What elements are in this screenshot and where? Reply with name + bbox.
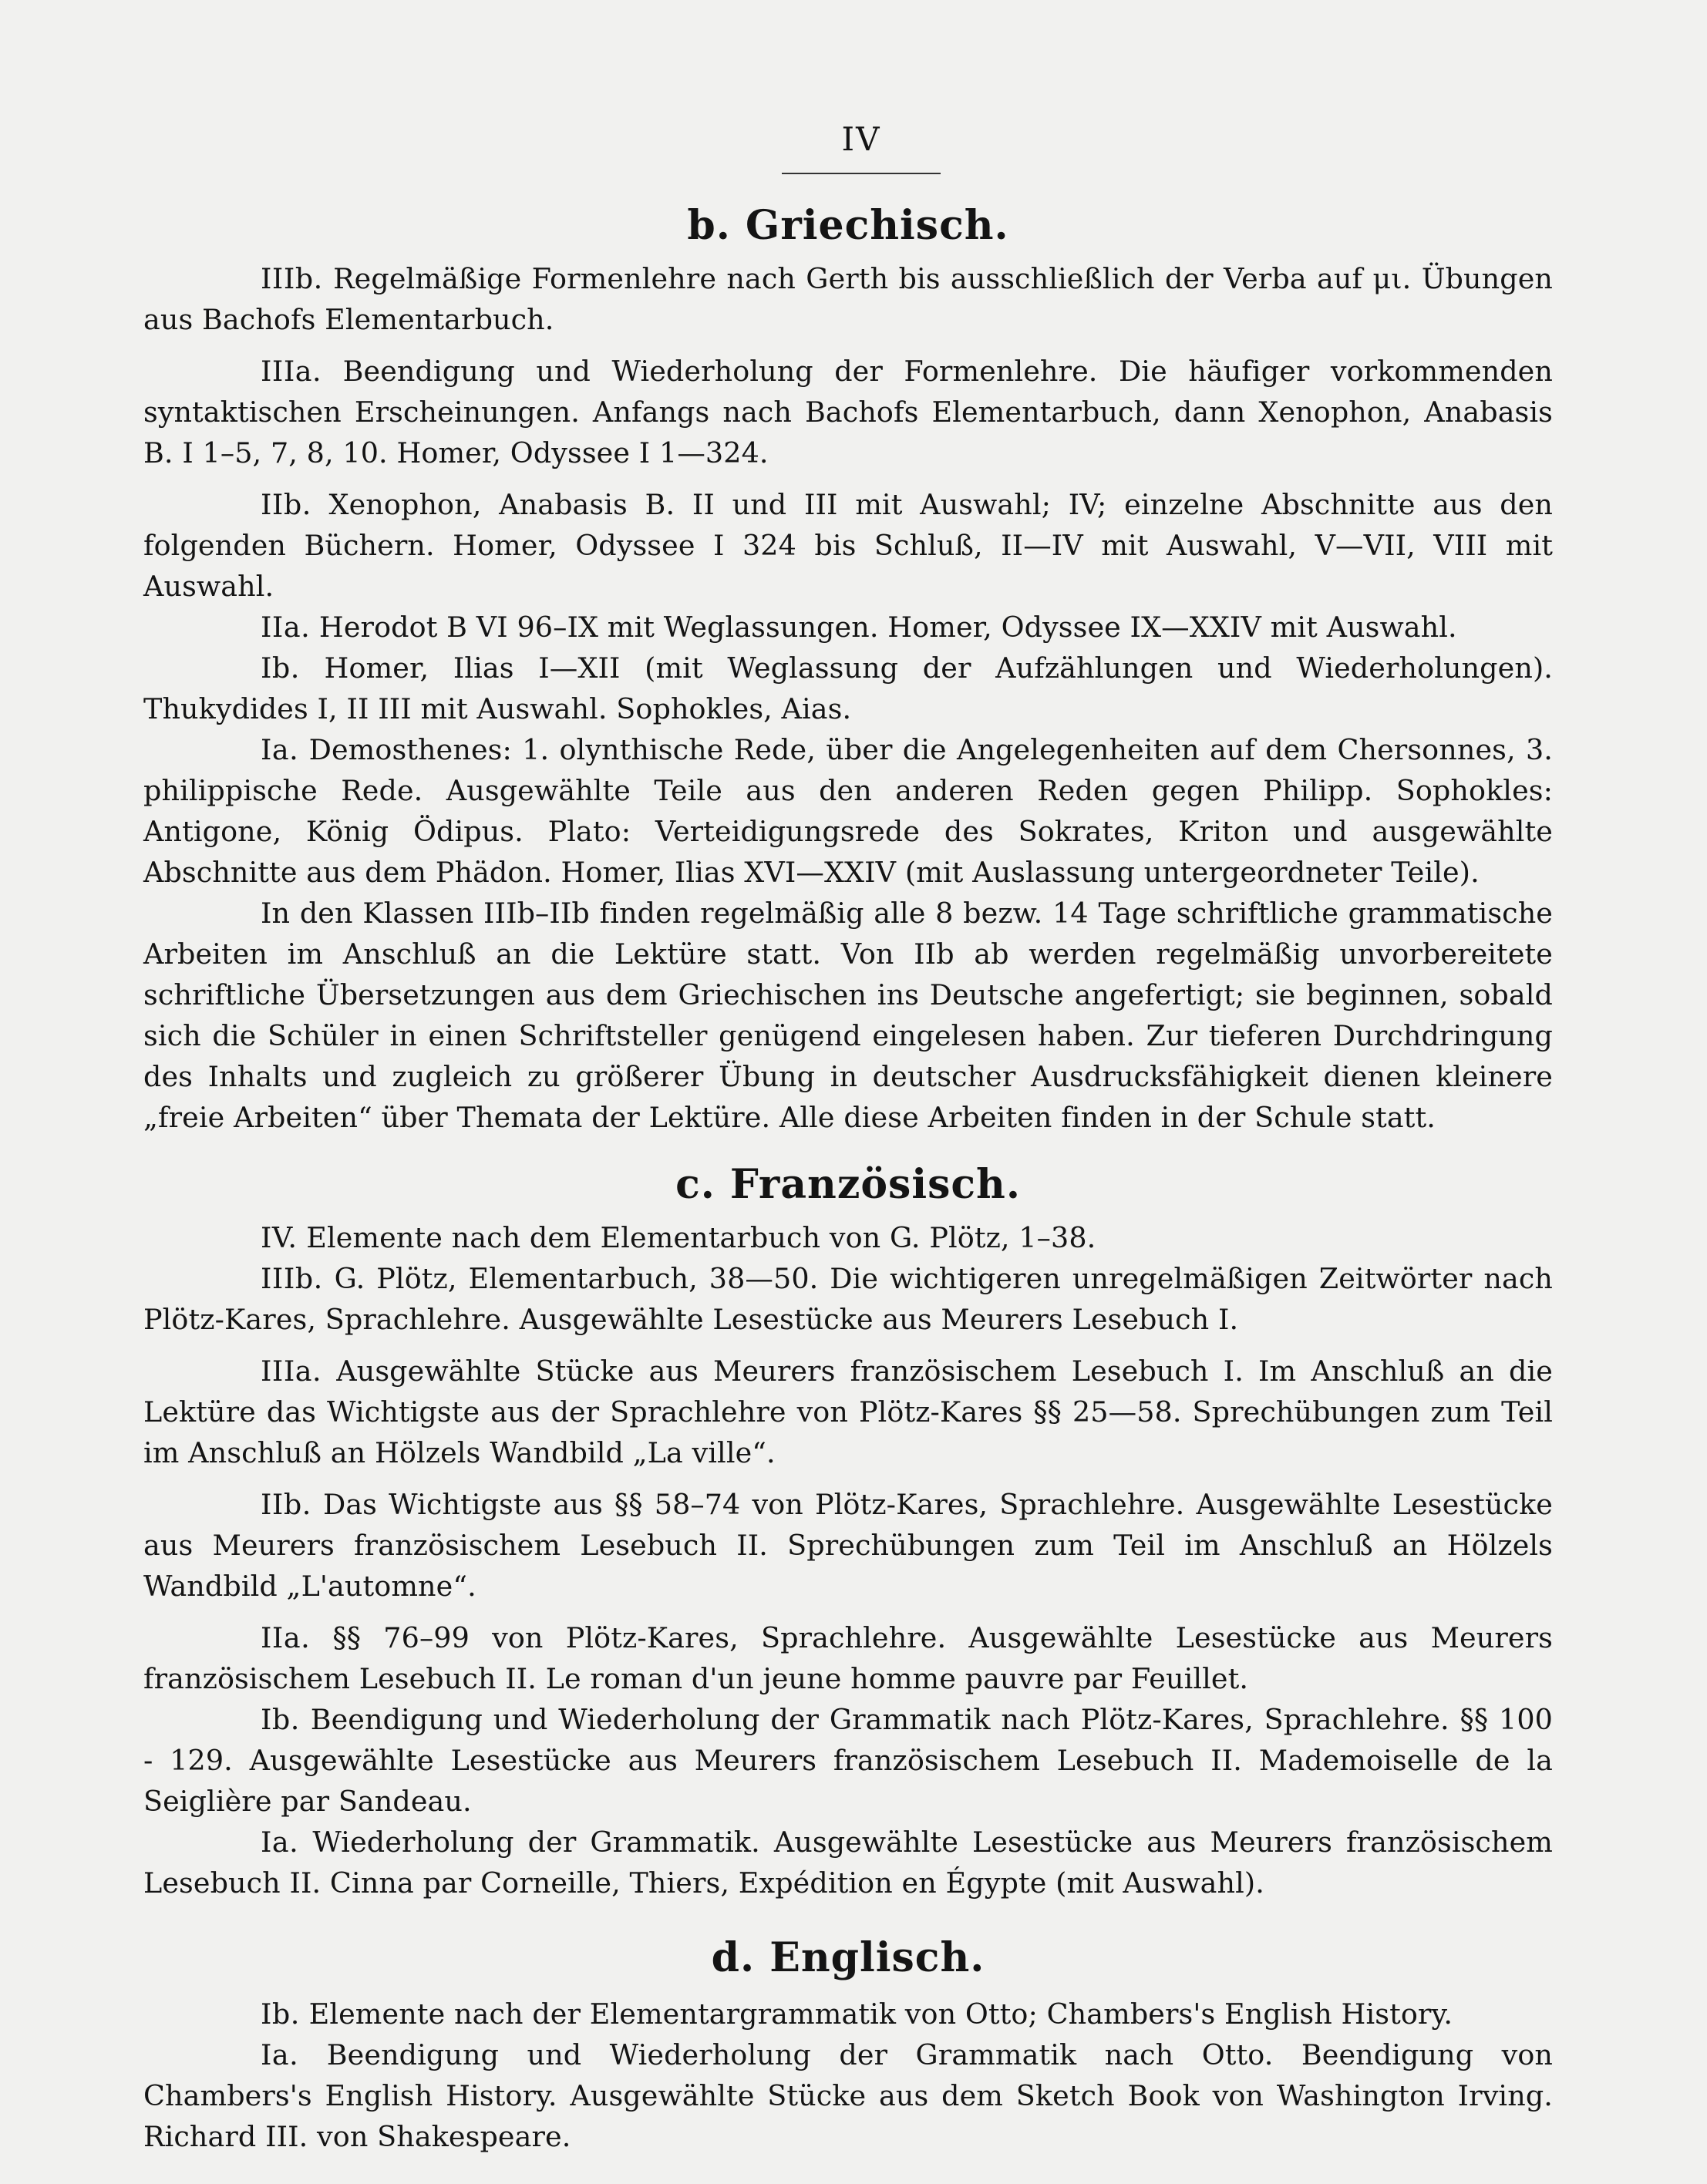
grade-label: Ia.: [261, 2038, 299, 2071]
grade-label: IIIa.: [261, 1354, 322, 1388]
french-paragraph-IIb: [143, 1484, 1553, 1607]
greek-paragraph-IIa: [143, 607, 1553, 648]
grade-label: Ib.: [261, 1703, 300, 1736]
greek-paragraph-Ia: [143, 729, 1553, 893]
page-number: IV: [841, 120, 881, 158]
english-paragraph-Ib: [143, 1994, 1553, 2034]
grade-label: IIIb.: [261, 1262, 323, 1295]
paragraph-text: G. Plötz, Elementarbuch, 38—50. Die wichtigeren unregelmäßigen Zeitwörter nach Plötz-Kares, Sprachlehre. Ausgewählte Lesestücke aus Meurers Lesebuch I.: [143, 1262, 1553, 1336]
paragraph-text: Demosthenes: 1. olynthische Rede, über die Angelegenheiten auf dem Chersonnes, 3. philippische Rede. Ausgewählte Teile aus den anderen Reden gegen Philipp. Sophokles: Antigone, König Ödipus. Plato: Verteidigungsrede des Sokrates, Kriton und ausgewählte Abschnitte aus dem Phädon. Homer, Ilias XVI—XXIV (mit Auslassung untergeordneter Teile).: [143, 733, 1554, 889]
french-paragraph-Ib: [143, 1699, 1553, 1822]
section-heading-greek: b. Griechisch.: [687, 202, 1009, 249]
paragraph-text: Beendigung und Wiederholung der Grammatik nach Plötz-Kares, Sprachlehre. §§ 100 - 129. Ausgewählte Lesestücke aus Meurers französischem Lesebuch II. Mademoiselle de la Seiglière par Sandeau.: [143, 1703, 1554, 1818]
paragraph-text: Herodot B VI 96–IX mit Weglassungen. Homer, Odyssee IX—XXIV mit Auswahl.: [318, 611, 1457, 644]
paragraph-text: Xenophon, Anabasis B. II und III mit Auswahl; IV; einzelne Abschnitte aus den folgenden Büchern. Homer, Odyssee I 324 bis Schluß, II—IV mit Auswahl, V—VII, VIII mit Auswahl.: [143, 488, 1554, 603]
grade-label: IIb.: [261, 488, 311, 521]
greek-paragraph-written-work: [143, 893, 1553, 1138]
grade-label: IV.: [261, 1221, 298, 1254]
paragraph-text: Ausgewählte Stücke aus Meurers französischem Lesebuch I. Im Anschluß an die Lektüre das Wichtigste aus der Sprachlehre von Plötz-Kares §§ 25—58. Sprechübungen zum Teil im Anschluß an Hölzels Wandbild „La ville“.: [143, 1354, 1553, 1469]
grade-label: IIa.: [261, 1621, 311, 1654]
grade-label: IIIb.: [261, 262, 323, 295]
paragraph-text: Beendigung und Wiederholung der Formenlehre. Die häufiger vorkommenden syntaktischen Erscheinungen. Anfangs nach Bachofs Elementarbuch, dann Xenophon, Anabasis B. I 1–5, 7, 8, 10. Homer, Odyssee I 1—324.: [143, 355, 1553, 469]
grade-label: IIb.: [261, 1488, 311, 1521]
grade-label: IIa.: [261, 611, 311, 644]
paragraph-text: Das Wichtigste aus §§ 58–74 von Plötz-Kares, Sprachlehre. Ausgewählte Lesestücke aus Meurers französischem Lesebuch II. Sprechübungen zum Teil im Anschluß an Hölzels Wandbild „L'automne“.: [143, 1488, 1554, 1603]
paragraph-text: Wiederholung der Grammatik. Ausgewählte Lesestücke aus Meurers französischem Lesebuch II. Cinna par Corneille, Thiers, Expédition en Égypte (mit Auswahl).: [143, 1826, 1553, 1900]
paragraph-text: Regelmäßige Formenlehre nach Gerth bis ausschließlich der Verba auf μι. Übungen aus Bachofs Elementarbuch.: [143, 262, 1554, 336]
section-heading-french: c. Französisch.: [675, 1161, 1021, 1208]
grade-label: Ia.: [261, 733, 299, 766]
paragraph-text: In den Klassen IIIb–IIb finden regelmäßig alle 8 bezw. 14 Tage schriftliche grammatische Arbeiten im Anschluß an die Lektüre statt. Von IIb ab werden regelmäßig unvorbereitete schriftliche Übersetzungen aus dem Griechischen ins Deutsche angefertigt; sie beginnen, sobald sich die Schüler in einen Schriftsteller genügend eingelesen haben. Zur tieferen Durchdringung des Inhalts und zugleich zu größerer Übung in deutscher Ausdrucksfähigkeit dienen kleinere „freie Arbeiten“ über Themata der Lektüre. Alle diese Arbeiten finden in der Schule statt.: [143, 897, 1553, 1134]
section-heading-english: d. Englisch.: [711, 1934, 985, 1981]
greek-paragraph-IIIa: [143, 351, 1553, 473]
french-paragraph-IV: [143, 1217, 1553, 1258]
paragraph-text: Beendigung und Wiederholung der Grammatik nach Otto. Beendigung von Chambers's English History. Ausgewählte Stücke aus dem Sketch Book von Washington Irving. Richard III. von Shakespeare.: [143, 2038, 1554, 2153]
english-paragraph-Ia: [143, 2034, 1553, 2157]
grade-label: Ia.: [261, 1826, 299, 1859]
french-paragraph-Ia: [143, 1822, 1553, 1903]
french-paragraph-IIa: [143, 1617, 1553, 1699]
greek-paragraph-Ib: [143, 648, 1553, 729]
paragraph-text: Homer, Ilias I—XII (mit Weglassung der Aufzählungen und Wiederholungen). Thukydides I, II III mit Auswahl. Sophokles, Aias.: [143, 651, 1553, 725]
french-paragraph-IIIb: [143, 1258, 1553, 1340]
page-number-rule: [782, 173, 941, 174]
paragraph-text: Elemente nach der Elementargrammatik von Otto; Chambers's English History.: [308, 1997, 1453, 2031]
greek-paragraph-IIIb: [143, 258, 1553, 340]
greek-paragraph-IIb: [143, 484, 1553, 607]
paragraph-text: Elemente nach dem Elementarbuch von G. Plötz, 1–38.: [306, 1221, 1096, 1254]
paragraph-text: §§ 76–99 von Plötz-Kares, Sprachlehre. Ausgewählte Lesestücke aus Meurers französischem Lesebuch II. Le roman d'un jeune homme pauvre par Feuillet.: [143, 1621, 1553, 1695]
french-paragraph-IIIa: [143, 1351, 1553, 1473]
grade-label: IIIa.: [261, 355, 322, 388]
grade-label: Ib.: [261, 651, 300, 685]
grade-label: Ib.: [261, 1997, 300, 2031]
